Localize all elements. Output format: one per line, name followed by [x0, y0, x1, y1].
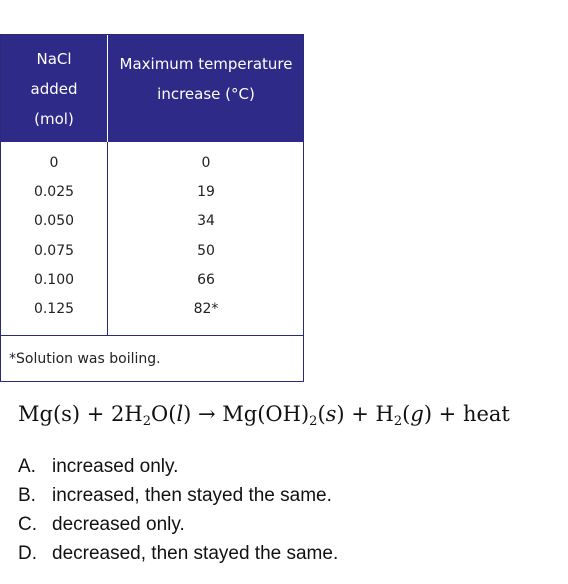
table-row: [1, 237, 303, 266]
eq-subscript: 2: [309, 414, 318, 429]
header-nacl-line-2: added: [30, 79, 78, 98]
temp-value: 82*: [193, 301, 219, 317]
header-nacl-line-1: NaCl: [36, 49, 72, 68]
temp-value: 66: [197, 272, 215, 288]
option-letter: B.: [18, 485, 36, 506]
nacl-value: 0.075: [33, 243, 75, 259]
header-max-temp-increase: [108, 35, 304, 142]
table-row: [1, 178, 303, 207]
eq-subscript: 2: [142, 414, 152, 429]
table-footnote: *Solution was boiling.: [1, 335, 303, 381]
table-row: [1, 207, 303, 236]
table-header: [1, 35, 303, 142]
option-c[interactable]: [18, 510, 558, 539]
eq-part: ) + heat: [423, 402, 510, 426]
eq-state: s: [325, 402, 337, 426]
option-text: decreased only.: [52, 514, 185, 535]
nacl-value: 0.125: [33, 301, 75, 317]
option-letter: D.: [18, 543, 37, 564]
option-d[interactable]: [18, 539, 558, 568]
data-table: [0, 34, 304, 382]
chemical-equation: [18, 402, 566, 429]
header-nacl-added: [1, 35, 108, 142]
nacl-value: 0: [49, 155, 59, 171]
option-text: increased, then stayed the same.: [52, 485, 332, 506]
eq-part: (: [402, 402, 411, 426]
option-letter: C.: [18, 514, 37, 535]
eq-part: ) → Mg(OH): [183, 402, 310, 426]
table-row: [1, 149, 303, 178]
header-temp-line-1: Maximum temperature: [119, 55, 293, 73]
option-a[interactable]: [18, 452, 558, 481]
option-letter: A.: [18, 456, 36, 477]
option-text: increased only.: [52, 456, 179, 477]
option-b[interactable]: [18, 481, 558, 510]
temp-value: 0: [201, 155, 211, 171]
nacl-value: 0.100: [33, 272, 75, 288]
nacl-value: 0.050: [33, 213, 75, 229]
option-text: decreased, then stayed the same.: [52, 543, 339, 564]
eq-part: O(: [151, 402, 177, 426]
header-temp-line-2: increase (°C): [157, 85, 255, 103]
temp-value: 34: [197, 213, 215, 229]
eq-part: (: [317, 402, 326, 426]
nacl-value: 0.025: [33, 184, 75, 200]
answer-options: [18, 452, 558, 568]
header-nacl-line-3: (mol): [34, 109, 74, 128]
table-body: [1, 142, 303, 335]
table-row: [1, 295, 303, 324]
temp-value: 19: [197, 184, 215, 200]
table-row: [1, 266, 303, 295]
eq-part: Mg(s) + 2H: [18, 402, 143, 426]
eq-part: ) + H: [336, 402, 394, 426]
temp-value: 50: [197, 243, 215, 259]
eq-state: l: [176, 402, 184, 426]
eq-subscript: 2: [393, 414, 403, 429]
eq-state: g: [410, 402, 424, 426]
